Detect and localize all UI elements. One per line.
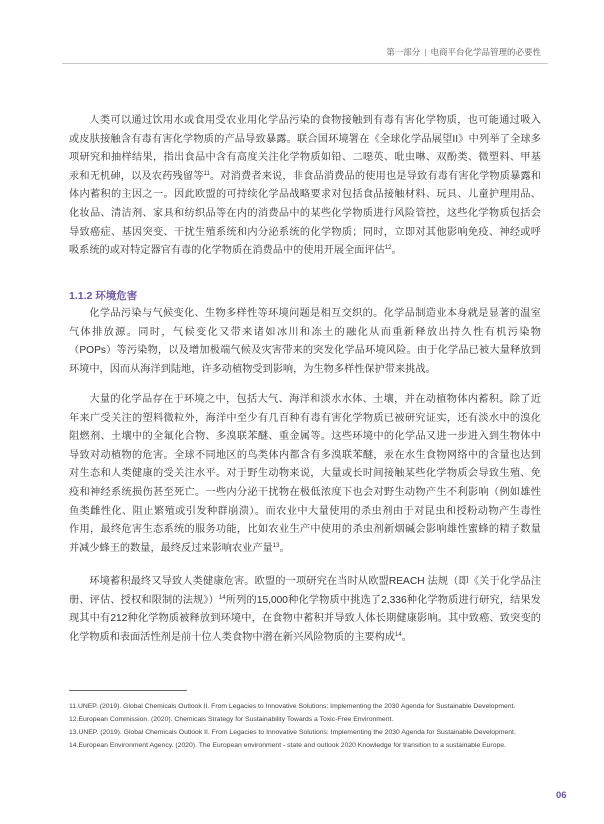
paragraph-line: 气体排放源。同时，气候变化又带来诸如冰川和冻土的融化从而重新释放出持久性有机污染物 — [69, 326, 541, 338]
paragraph-1 — [69, 112, 541, 261]
paragraph-line — [69, 168, 541, 187]
paragraph-line: 阻燃剂、土壤中的全氟化合物、多溴联苯醚、重金属等。这些环境中的化学品又进一步进入到生物体中 — [69, 431, 541, 443]
line-text: 汞和无机砷，以及农药残留等 — [69, 170, 204, 182]
paragraph-line — [69, 629, 541, 648]
header-part: 第一部分 — [386, 47, 421, 57]
paragraph-line: 化学品污染与气候变化、生物多样性等环境问题是相互交织的。化学品制造业本身就是显著的温室 — [89, 308, 541, 319]
line-text: 册、评估、授权和限制的法规》） — [69, 594, 219, 606]
line-text: 。对消费者来说，非食品消费品的使用也是导致有毒有害化学物质暴露和 — [209, 170, 542, 182]
paragraph-line: 化妆品、清洁剂、家具和纺织品等在内的消费品中的某些化学物质进行风险管控，这些化学物质包括会 — [69, 207, 541, 219]
footnote-ref: 14 — [395, 631, 402, 638]
footnote-11: 11.UNEP. (2019). Global Chemicals Outlook II. From Legacies to Innovative Solutions: Implementing the 2030 Agenda for Sustainable Development. — [69, 703, 516, 710]
paragraph-line: 项研究和抽样结果，指出食品中含有高度关注化学物质如铅、二噁英、吡虫啉、双酚类、微塑料、甲基 — [69, 152, 541, 164]
paragraph-line: 大量的化学品存在于环境之中，包括大气、海洋和淡水水体、土壤，并在动植物体内蓄积。除了近 — [89, 394, 541, 405]
paragraph-line: 环境中，因而从海洋到陆地，许多动植物受到影响，为生物多样性保护带来挑战。 — [69, 363, 436, 375]
page-number: 06 — [556, 790, 567, 801]
footnote-divider — [69, 690, 187, 691]
paragraph-line: 对生态和人类健康的受关注水平。对于野生动物来说，大量或长时间接触某些化学物质会导致生殖、免 — [69, 468, 541, 480]
header-separator: | — [424, 47, 427, 57]
line-text: 化学物质和表面活性剂是前十位人类食物中潜在新兴风险物质的主要构成 — [69, 631, 395, 643]
footnote-ref: 13 — [272, 542, 280, 549]
paragraph-line — [69, 540, 541, 559]
paragraph-line: 作用，最终危害生态系统的服务功能，比如农业生产中使用的杀虫剂新烟碱会影响雄性蜜蜂的精子数量 — [69, 524, 541, 536]
paragraph-line: 年来广受关注的塑料微粒外，海洋中至少有几百种有毒有害化学物质已被研究证实，还有淡水中的溴化 — [69, 412, 541, 424]
line-text: 所列的15,000种化学物质中挑选了2,336种化学物质进行研究，结果发 — [225, 594, 541, 606]
paragraph-line: 导致癌症、基因突变、干扰生殖系统和内分泌系统的化学物质；同时，立即对其他影响免疫、神经或呼 — [69, 226, 541, 238]
footnote-12: 12.European Commission. (2020). Chemicals Strategy for Sustainability Towards a Toxic-Free Environment. — [69, 716, 394, 723]
paragraph-line: 鱼类雌性化、阻止繁殖或引发种群崩溃）。而农业中大量使用的杀虫剂由于对昆虫和授粉动物产生毒性 — [69, 505, 541, 517]
paragraph-line: 导致对动植物的危害。全球不同地区的鸟类体内都含有多溴联苯醚，汞在水生食物网络中的含量也达到 — [69, 449, 541, 461]
line-text: 。 — [279, 542, 290, 554]
paragraph-line: 体内蓄积的主因之一。因此欧盟的可持续化学品战略要求对包括食品接触材料、玩具、儿童护理用品、 — [69, 189, 541, 201]
running-header — [386, 46, 541, 58]
line-text: 。 — [401, 631, 412, 643]
section-heading: 1.1.2 环境危害 — [69, 290, 138, 302]
footnote-ref: 11 — [203, 170, 210, 177]
paragraph-line: 疫和神经系统损伤甚至死亡。一些内分泌干扰物在极低浓度下也会对野生动物产生不利影响（例如雄性 — [69, 486, 541, 498]
paragraph-line: （POPs）等污染物，以及增加极端气候及灾害带来的突发化学品环境风险。由于化学品已被大量释放到 — [69, 345, 541, 357]
header-title: 电商平台化学品管理的必要性 — [430, 47, 541, 57]
footnote-14: 14.European Environment Agency. (2020). The European environment - state and outlook 2020 Knowledge for transition to a sustainable Europe. — [69, 742, 506, 749]
footnotes — [69, 702, 531, 754]
header-divider — [62, 63, 548, 64]
paragraph-line — [69, 592, 541, 611]
line-text: 。 — [391, 245, 402, 257]
paragraph-2 — [69, 305, 541, 379]
footnote-13: 13.UNEP. (2019). Global Chemicals Outlook II. From Legacies to Innovative Solutions: Implementing the 2030 Agenda for Sustainable Development. — [69, 729, 516, 736]
paragraph-line: 现其中有212种化学物质被释放到环境中，在食物中蓄积并导致人体长期健康影响。其中致癌、致突变的 — [69, 613, 541, 625]
paragraph-line: 或皮肤接触含有毒有害化学物质的产品导致暴露。联合国环境署在《全球化学品展望II》中列举了全球多 — [69, 133, 541, 145]
paragraph-line: 人类可以通过饮用水或食用受农业用化学品污染的食物接触到有毒有害化学物质，也可能通过吸入 — [89, 115, 541, 126]
line-text: 吸系统的或对特定器官有毒的化学物质在消费品中的使用开展全面评估 — [69, 245, 385, 257]
paragraph-4 — [69, 573, 541, 647]
paragraph-3 — [69, 391, 541, 558]
paragraph-line: 环境蓄积最终又导致人类健康危害。欧盟的一项研究在当时从欧盟REACH 法规（即《关于化学品注 — [89, 576, 541, 587]
footnote-ref: 12 — [384, 245, 392, 252]
line-text: 并减少蜂王的数量，最终反过来影响农业产量 — [69, 542, 273, 554]
footnote-ref: 14 — [218, 594, 226, 601]
paragraph-line — [69, 242, 541, 261]
